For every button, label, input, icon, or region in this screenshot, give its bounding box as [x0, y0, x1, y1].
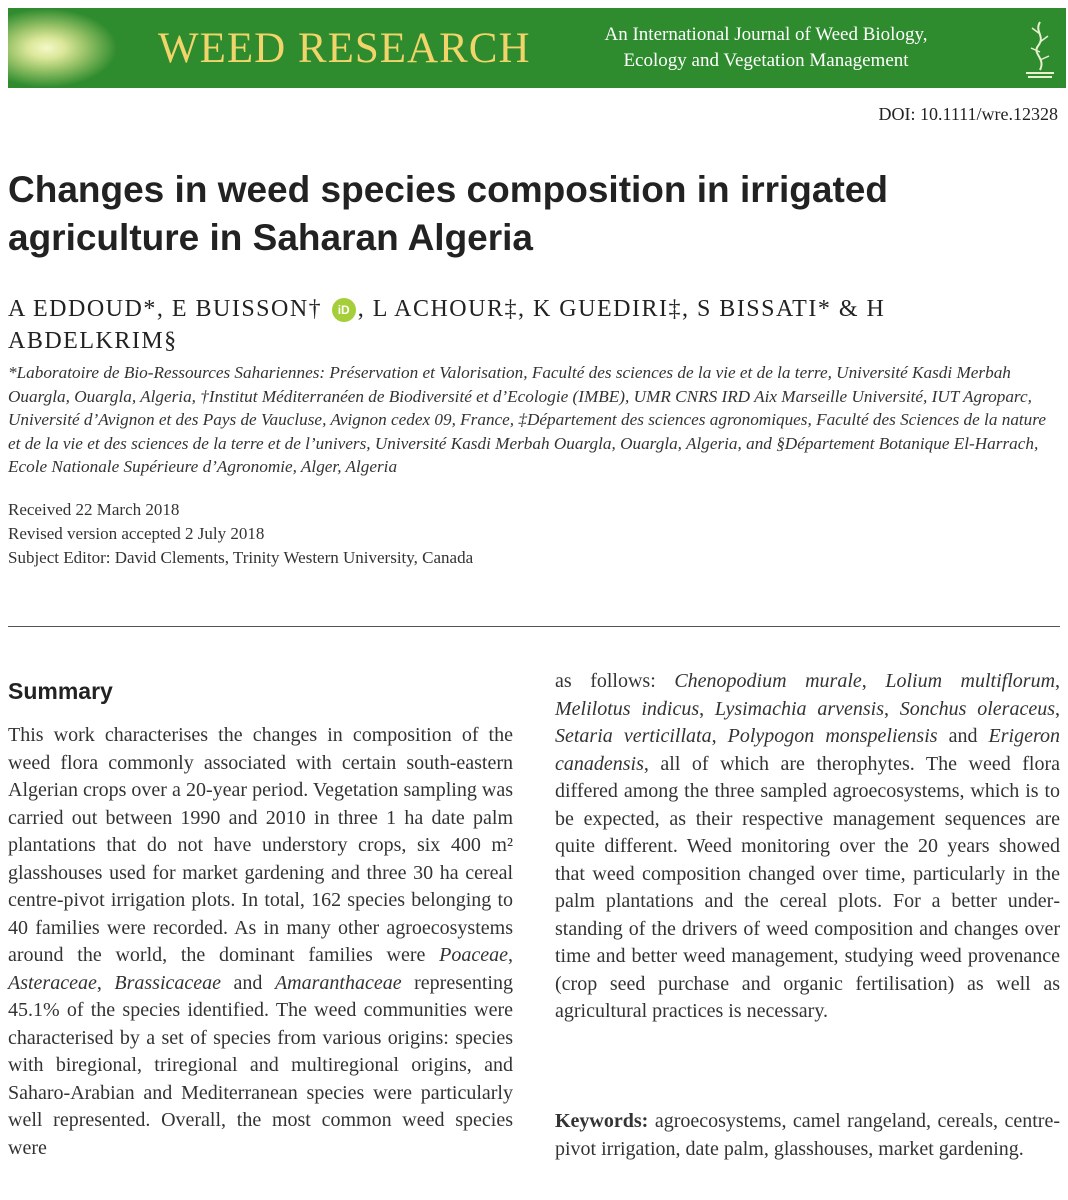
family-name: Amaranthaceae [274, 971, 402, 994]
separator: and [937, 725, 989, 747]
separator: , [884, 697, 900, 720]
summary-left-column [8, 722, 513, 1162]
authors-part-1: A EDDOUD*, E BUISSON† [8, 296, 323, 322]
species-name: Setaria verticillata [555, 725, 712, 747]
family-name: Brassicaceae [114, 971, 222, 994]
section-divider [8, 626, 1060, 627]
affiliations: *Laboratoire de Bio-Ressources Sahariennes: Préservation et Valorisation, Faculté des sciences de la vie et de la terre, Université Kasdi Merbah Ouargla, Ouargla, Algeria, †Institut Méditerranéen de Biodiversité et d’Ecologie (IMBE), UMR CNRS IRD Aix Marseille Université, IUT Agroparc, Université d’Avignon et des Pays de Vaucluse, Avignon cedex 09, France, ‡Département des sciences agronomiques, Faculté des Sciences de la nature et de la vie et des sciences de la terre et de l’univers, Université Kasdi Merbah Ouargla, Ouargla, Algeria, and §Département Botanique El-Harrach, Ecole Nationale Supérieure d’Agronomie, Alger, Algeria [8, 363, 1046, 476]
separator: and [221, 971, 275, 994]
keywords-list: agroecosystems, camel rangeland, cereals, centre-pivot irrigation, date palm, glasshouses, market gardening. [555, 1110, 1060, 1160]
family-name: Asteraceae [8, 971, 97, 994]
dandelion-image [8, 8, 118, 88]
summary-text: representing 45.1% of the species identified. The weed communities were characterised by a set of species from various origins: species with biregional, triregional and multiregional origins, and Saharo-Arabian and Mediterranean species were particularly well represented. Overall, the most common weed species were [8, 971, 513, 1159]
species-name: Sonchus oleraceus [899, 697, 1056, 720]
authors-part-2: , L ACHOUR‡, K GUEDIRI‡, S BISSATI* & H ABDELKRIM§ [8, 296, 886, 354]
keywords [555, 1108, 1060, 1163]
ewrs-logo [1018, 14, 1062, 82]
summary-text: as follows: [555, 670, 675, 692]
received-date: Received 22 March 2018 [8, 500, 180, 519]
subject-editor: Subject Editor: David Clements, Trinity Western University, Canada [8, 548, 474, 567]
article-history [8, 498, 473, 570]
separator: , [508, 944, 513, 966]
species-name: Lysimachia arvensis [714, 697, 884, 720]
summary-text: This work characterises the changes in composition of the weed flora commonly associated with certain south-eastern Algerian crops over a 20-year period. Vegetation sampling was carried out between 1990 and 2010 in three 1 ha date palm plantations that do not have understory crops, six 400 m² glasshouses used for market gardening and three 30 ha cereal centre-pivot irrigation plots. In total, 162 species belonging to 40 families were recorded. As in many other agroecosystems around the world, the dominant families were [8, 724, 513, 966]
summary-heading: Summary [8, 678, 113, 704]
orcid-icon[interactable]: iD [332, 298, 356, 322]
separator: , [861, 670, 886, 692]
species-name: Polypogon monspeliensis [727, 725, 938, 747]
journal-subtitle-line-2: Ecology and Vegetation Management [623, 50, 909, 71]
author-list [8, 293, 1058, 357]
summary-text: , all of which are therophytes. The weed flora differed among the three sampled agroecosystems, which is to be expected, as their respective management sequences are quite different. Weed monitoring over the 20 years showed that weed composition changed over time, particularly in the palm plantations and the cereal plots. For a better understanding of the drivers of weed composition and changes over time and better weed management, studying weed provenance (crop seed purchase and organic fertilisation) as well as agricultural practices is necessary. [555, 752, 1060, 1022]
species-name: Melilotus indicus [555, 697, 700, 720]
journal-subtitle [596, 22, 936, 74]
separator: , [711, 725, 728, 747]
species-name: Lolium multiflorum [885, 670, 1056, 692]
keywords-label: Keywords: [555, 1110, 649, 1132]
journal-subtitle-line-1: An International Journal of Weed Biology, [604, 24, 928, 45]
separator: , [1055, 670, 1061, 692]
journal-banner [8, 8, 1066, 88]
revised-date: Revised version accepted 2 July 2018 [8, 524, 265, 543]
journal-name: WEED RESEARCH [158, 25, 531, 72]
separator: , [699, 697, 715, 720]
species-name: Chenopodium murale [674, 670, 862, 692]
species-name: Erigeron canadensis [555, 725, 1060, 775]
family-name: Poaceae [439, 944, 508, 966]
summary-right-column [555, 668, 1060, 1026]
article-title: Changes in weed species composition in irrigated agriculture in Saharan Algeria [8, 169, 888, 258]
doi: DOI: 10.1111/wre.12328 [878, 104, 1058, 124]
separator: , [96, 971, 115, 994]
separator: , [1055, 697, 1061, 720]
